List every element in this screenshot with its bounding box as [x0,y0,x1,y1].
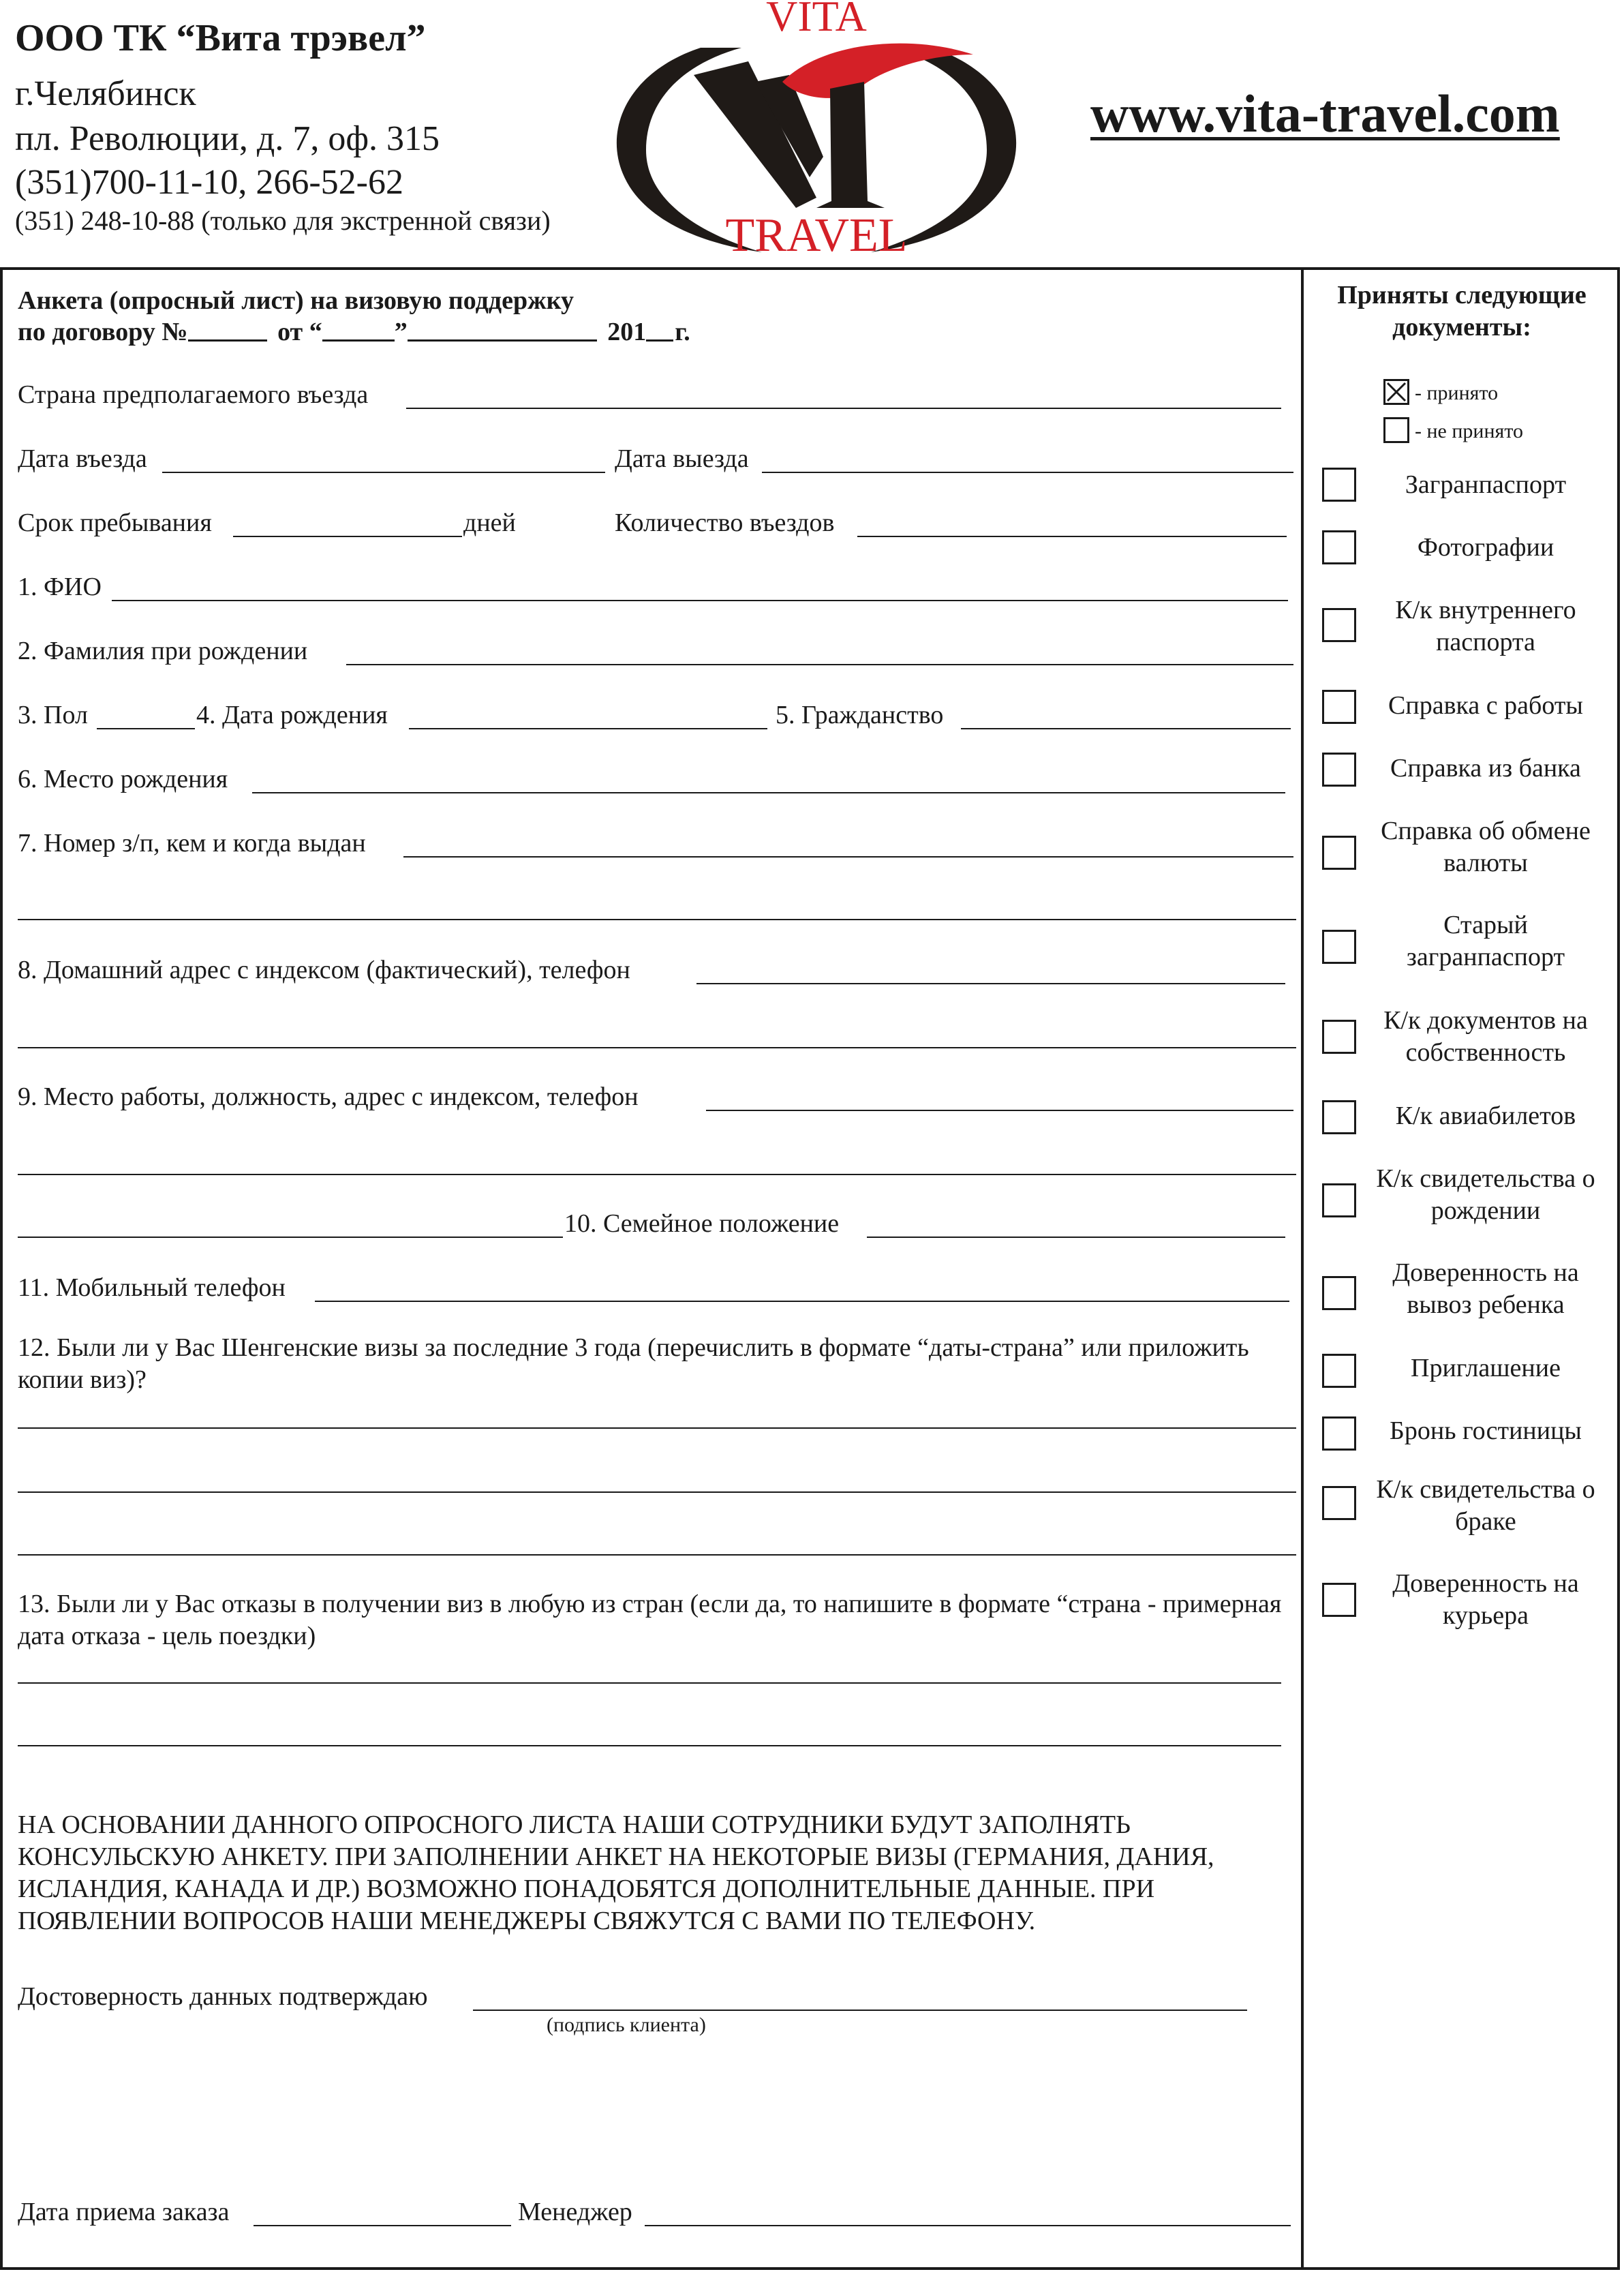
q12-field-line1[interactable] [18,1427,1296,1429]
doc-label: Фотографии [1417,533,1554,562]
legend-not-accepted-box [1383,417,1409,443]
doc-label: К/к авиабилетов [1395,1102,1576,1130]
doc-label: Доверенность на вывоз ребенка [1392,1258,1579,1319]
q5-field[interactable] [961,728,1291,729]
company-address: пл. Революции, д. 7, оф. 315 [15,119,440,158]
q4-label: 4. Дата рождения [196,701,388,729]
manager-label: Менеджер [518,2198,632,2226]
q3-field[interactable] [97,728,195,729]
q2-label: 2. Фамилия при рождении [18,637,308,665]
q4-field[interactable] [409,728,767,729]
days-label: дней [463,509,516,537]
stay-label: Срок пребывания [18,509,212,537]
q1-label: 1. ФИО [18,573,102,601]
vita-travel-logo [592,0,1041,259]
q1-field[interactable] [112,600,1288,601]
entries-field[interactable] [857,536,1287,537]
legend-accepted-label: - принято [1415,382,1499,404]
checkbox-old-passport[interactable] [1322,930,1356,964]
company-city: г.Челябинск [15,74,196,113]
country-field[interactable] [406,408,1281,409]
doc-label: Справка из банка [1390,754,1581,783]
column-divider [1301,267,1304,2270]
q7-field-line2[interactable] [18,919,1296,920]
q12-field-line3[interactable] [18,1554,1296,1556]
confirm-label: Достоверность данных подтверждаю [18,1982,428,2011]
logo-travel-text: TRAVEL [725,209,908,259]
checkbox-air-tickets[interactable] [1322,1100,1356,1134]
signature-field[interactable] [473,2010,1247,2011]
manager-field[interactable] [645,2225,1291,2226]
q6-label: 6. Место рождения [18,765,228,793]
checkbox-work-certificate[interactable] [1322,690,1356,724]
q3-label: 3. Пол [18,701,88,729]
entry-date-field[interactable] [162,472,605,473]
q11-field[interactable] [315,1301,1289,1302]
q13-label: 13. Были ли у Вас отказы в получении виз в любую из стран (если да, то напишите в формате “страна - примерная дата отказа - цель поездки) [18,1590,1282,1650]
company-name: ООО ТК “Вита трэвел” [15,17,426,59]
doc-label: Доверенность на курьера [1392,1569,1579,1630]
q10-field[interactable] [867,1237,1285,1238]
order-date-field[interactable] [254,2225,511,2226]
doc-label: Справка с работы [1388,691,1583,720]
stay-field[interactable] [233,536,462,537]
q12-label: 12. Были ли у Вас Шенгенские визы за последние 3 года (перечислить в формате “даты-страна” или приложить копии виз)? [18,1333,1249,1394]
checkbox-courier-power-of-attorney[interactable] [1322,1583,1356,1617]
checkbox-photos[interactable] [1322,530,1356,564]
q8-field[interactable] [696,983,1285,984]
q9-field[interactable] [706,1110,1293,1111]
q8-label: 8. Домашний адрес с индексом (фактический), телефон [18,956,630,984]
q8-field-line2[interactable] [18,1047,1296,1048]
form-title-line1: Анкета (опросный лист) на визовую поддержку [18,286,574,315]
signature-caption: (подпись клиента) [547,2014,706,2036]
q12-field-line2[interactable] [18,1491,1296,1493]
q2-field[interactable] [346,664,1293,665]
cross-icon [1385,381,1407,403]
notice-text: НА ОСНОВАНИИ ДАННОГО ОПРОСНОГО ЛИСТА НАШИ СОТРУДНИКИ БУДУТ ЗАПОЛНЯТЬ КОНСУЛЬСКУЮ АНКЕТУ. ПРИ ЗАПОЛНЕНИИ АНКЕТ НА НЕКОТОРЫЕ ВИЗЫ (ГЕРМАНИЯ, ДАНИЯ, ИСЛАНДИЯ, КАНАДА И ДР.) ВОЗМОЖНО ПОНАДОБЯТСЯ ДОПОЛНИТЕЛЬНЫЕ ДАННЫЕ. ПРИ ПОЯВЛЕНИИ ВОПРОСОВ НАШИ МЕНЕДЖЕРЫ СВЯЖУТСЯ С ВАМИ ПО ТЕЛЕФОНУ. [18,1810,1214,1935]
q5-label: 5. Гражданство [776,701,944,729]
q9-field-line2[interactable] [18,1174,1296,1175]
checkbox-invitation[interactable] [1322,1354,1356,1388]
q13-field-line2[interactable] [18,1745,1281,1746]
form-title-line2: по договору № от “ ” 201 г. [18,318,690,346]
doc-label: К/к внутреннего паспорта [1395,596,1576,656]
q9-label: 9. Место работы, должность, адрес с индексом, телефон [18,1082,639,1111]
doc-label: Справка об обмене валюты [1381,817,1591,877]
documents-heading: Приняты следующие документы: [1337,281,1587,342]
entry-date-label: Дата въезда [18,444,147,473]
legend-accepted-box [1383,379,1409,405]
q7-label: 7. Номер з/п, кем и когда выдан [18,829,366,858]
country-label: Страна предполагаемого въезда [18,380,369,409]
doc-label: Приглашение [1411,1354,1561,1382]
checkbox-bank-certificate[interactable] [1322,753,1356,787]
doc-label: Старый загранпаспорт [1406,911,1565,971]
order-date-label: Дата приема заказа [18,2198,230,2226]
q6-field[interactable] [252,792,1285,793]
checkbox-zagranpasport[interactable] [1322,468,1356,502]
checkbox-property-documents[interactable] [1322,1020,1356,1054]
q13-field-line1[interactable] [18,1682,1281,1684]
doc-label: К/к документов на собственность [1383,1006,1588,1067]
doc-label: К/к свидетельства о браке [1376,1475,1595,1536]
checkbox-currency-exchange[interactable] [1322,836,1356,870]
legend-not-accepted-label: - не принято [1415,420,1524,442]
exit-date-label: Дата выезда [615,444,749,473]
doc-label: К/к свидетельства о рождении [1376,1164,1595,1225]
company-emergency-phone: (351) 248-10-88 (только для экстренной связи) [15,205,551,236]
website-link[interactable]: www.vita-travel.com [1090,84,1560,143]
checkbox-marriage-certificate[interactable] [1322,1486,1356,1520]
doc-label: Бронь гостиницы [1390,1416,1582,1445]
checkbox-internal-passport-copy[interactable] [1322,608,1356,642]
company-phones: (351)700-11-10, 266-52-62 [15,163,403,202]
q11-label: 11. Мобильный телефон [18,1273,286,1302]
doc-label: Загранпаспорт [1405,470,1567,499]
q9-field-line3[interactable] [18,1237,563,1238]
entries-label: Количество въездов [615,509,835,537]
checkbox-hotel-booking[interactable] [1322,1416,1356,1451]
logo-vita-text: VITA [766,0,867,40]
checkbox-child-power-of-attorney[interactable] [1322,1276,1356,1310]
checkbox-birth-certificate[interactable] [1322,1183,1356,1217]
q10-label: 10. Семейное положение [564,1209,840,1238]
exit-date-field[interactable] [762,472,1293,473]
q7-field[interactable] [403,856,1293,858]
